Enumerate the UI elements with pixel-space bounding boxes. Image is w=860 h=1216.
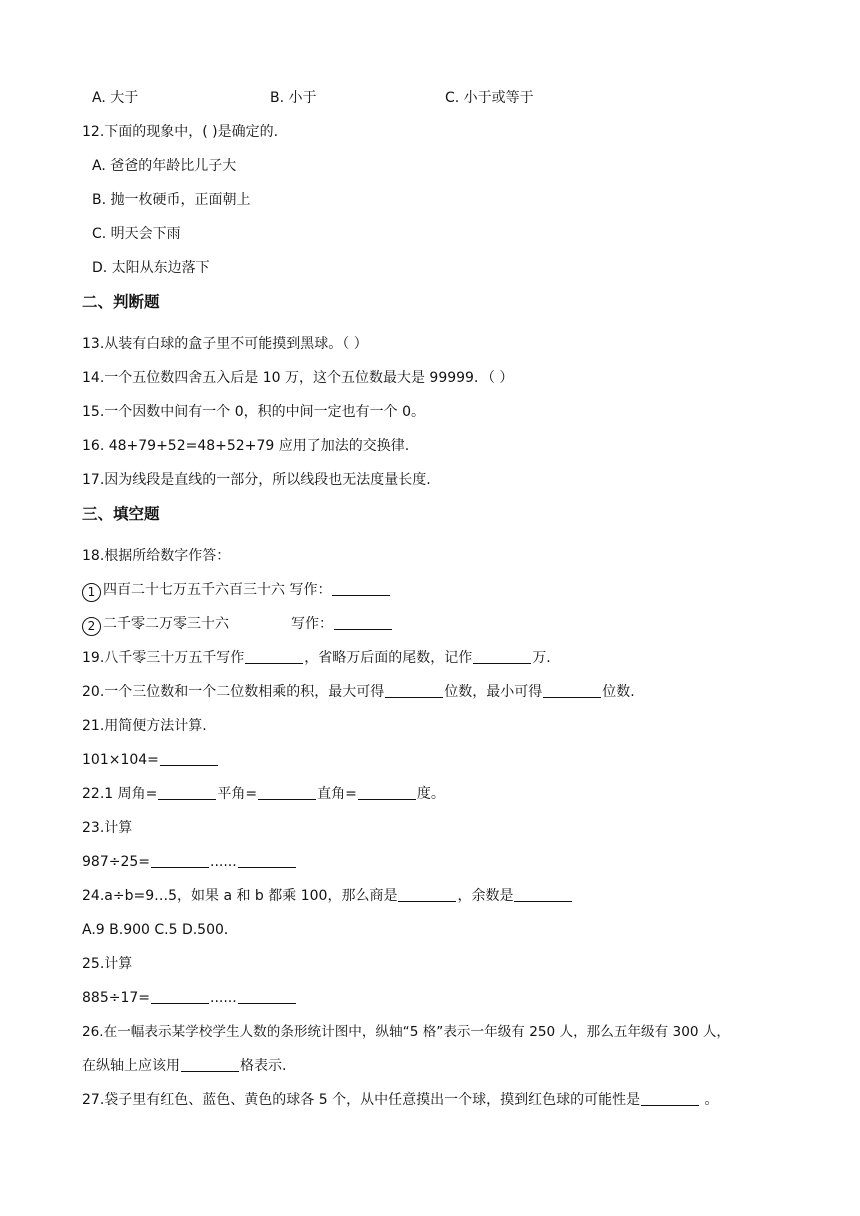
answer-blank[interactable] — [160, 751, 218, 766]
answer-blank[interactable] — [398, 887, 456, 902]
q24-part-1: 24.a÷b=9…5，如果 a 和 b 都乘 100，那么商是 — [82, 888, 398, 904]
q12-stem: 12.下面的现象中，( )是确定的. — [82, 124, 279, 140]
answer-blank[interactable] — [473, 649, 531, 664]
q19-part-2: ，省略万后面的尾数，记作 — [304, 650, 473, 666]
answer-blank[interactable] — [158, 785, 216, 800]
q23-expression: 987÷25= — [82, 854, 150, 870]
q22-part-2: 平角= — [217, 786, 258, 802]
answer-blank[interactable] — [543, 683, 601, 698]
q21-expr — [82, 750, 219, 770]
q18-item-1 — [82, 580, 391, 602]
q12-option-a: A. 爸爸的年龄比儿子大 — [92, 158, 237, 174]
answer-blank[interactable] — [151, 853, 209, 868]
q25-stem: 25.计算 — [82, 956, 133, 972]
answer-blank[interactable] — [238, 989, 296, 1004]
q14-text: 14.一个五位数四舍五入后是 10 万，这个五位数最大是 99999．（ ） — [82, 370, 514, 386]
q12-option-c: C. 明天会下雨 — [92, 226, 181, 242]
q18-item-1-text: 四百二十七万五千六百三十六 写作： — [103, 582, 332, 598]
q27-part-1: 27.袋子里有红色、蓝色、黄色的球各 5 个，从中任意摸出一个球，摸到红色球的可能性是 — [82, 1092, 641, 1108]
q26-part-1: 在纵轴上应该用 — [82, 1058, 180, 1074]
answer-blank[interactable] — [514, 887, 572, 902]
q20-part-2: 位数，最小可得 — [444, 684, 543, 700]
answer-blank[interactable] — [238, 853, 296, 868]
q25-expr — [82, 988, 297, 1008]
q19-part-1: 19.八千零三十万五千写作 — [82, 650, 245, 666]
q24-text — [82, 886, 573, 906]
q18-item-2 — [82, 614, 393, 636]
q25-dots: ...... — [210, 990, 237, 1006]
q22-part-1: 22.1 周角= — [82, 786, 158, 802]
q19-text — [82, 648, 551, 668]
answer-blank[interactable] — [332, 581, 390, 596]
q11-option-c: C. 小于或等于 — [445, 90, 534, 106]
q22-part-4: 度。 — [416, 786, 445, 802]
q12-option-b: B. 抛一枚硬币，正面朝上 — [92, 192, 251, 208]
q21-stem: 21.用简便方法计算. — [82, 718, 207, 734]
section-2-title: 二、判断题 — [82, 293, 160, 311]
answer-blank[interactable] — [258, 785, 316, 800]
q11-option-a: A. 大于 — [92, 90, 139, 106]
answer-blank[interactable] — [641, 1091, 699, 1106]
q19-part-3: 万. — [532, 650, 551, 666]
q23-dots: ...... — [210, 854, 237, 870]
q24-part-2: ，余数是 — [457, 888, 514, 904]
q18-item-2-text: 二千零二万零三十六 — [103, 616, 229, 632]
q18-item-2-label: 写作： — [291, 616, 333, 632]
q22-text — [82, 784, 445, 804]
q18-stem: 18.根据所给数字作答： — [82, 548, 231, 564]
answer-blank[interactable] — [245, 649, 303, 664]
q20-part-1: 20.一个三位数和一个二位数相乘的积，最大可得 — [82, 684, 385, 700]
q13-text: 13.从装有白球的盒子里不可能摸到黑球。（ ） — [82, 336, 368, 352]
q25-expression: 885÷17= — [82, 990, 150, 1006]
answer-blank[interactable] — [385, 683, 443, 698]
q17-text: 17.因为线段是直线的一部分，所以线段也无法度量长度. — [82, 472, 431, 488]
q26-line-2 — [82, 1056, 286, 1076]
q20-text — [82, 682, 635, 702]
answer-blank[interactable] — [151, 989, 209, 1004]
q26-line-1: 26.在一幅表示某学校学生人数的条形统计图中，纵轴“5 格”表示一年级有 250 人，那么五年级有 300 人， — [82, 1024, 731, 1040]
circled-number-2: 2 — [82, 617, 101, 636]
answer-blank[interactable] — [358, 785, 416, 800]
q26-part-2: 格表示. — [240, 1058, 287, 1074]
answer-blank[interactable] — [334, 615, 392, 630]
q27-text — [82, 1090, 719, 1110]
q11-option-b: B. 小于 — [270, 90, 317, 106]
answer-blank[interactable] — [181, 1057, 239, 1072]
q23-stem: 23.计算 — [82, 820, 133, 836]
q23-expr — [82, 852, 297, 872]
q24-options: A.9 B.900 C.5 D.500． — [82, 922, 238, 938]
q16-text: 16. 48+79+52=48+52+79 应用了加法的交换律. — [82, 438, 410, 454]
q20-part-3: 位数. — [602, 684, 635, 700]
q12-option-d: D. 太阳从东边落下 — [92, 260, 210, 276]
circled-number-1: 1 — [82, 583, 101, 602]
q21-expression: 101×104= — [82, 752, 159, 768]
q27-part-2: 。 — [700, 1092, 719, 1108]
q15-text: 15.一个因数中间有一个 0，积的中间一定也有一个 0。 — [82, 404, 425, 420]
q22-part-3: 直角= — [317, 786, 357, 802]
section-3-title: 三、填空题 — [82, 505, 160, 523]
